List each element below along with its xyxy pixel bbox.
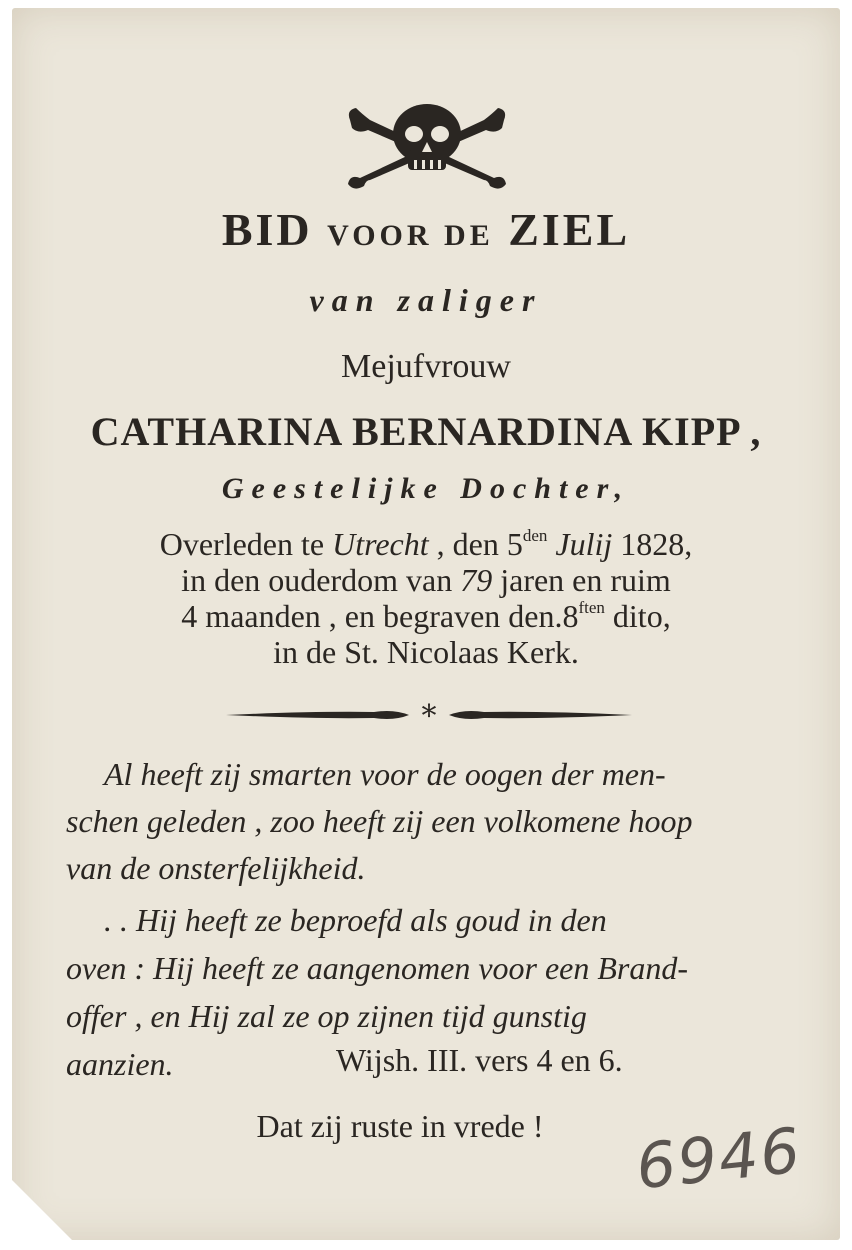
torn-corner <box>12 1180 72 1240</box>
vocation: Geestelijke Dochter, <box>221 472 631 505</box>
van-zaliger: van zaliger <box>309 282 543 318</box>
closing-line: Dat zij ruste in vrede ! <box>256 1108 544 1144</box>
heading <box>0 203 852 256</box>
verse2-line-1: . . Hij heeft ze beproefd als goud in den <box>104 902 607 938</box>
place: Utrecht <box>332 526 429 562</box>
month: Julij <box>547 526 613 562</box>
superscript: ften <box>578 598 605 617</box>
text: jaren en ruim <box>492 562 671 598</box>
verse1-line-3: van de onsterfelijkheid. <box>66 850 366 886</box>
text: , den 5 <box>428 526 523 562</box>
text: dito, <box>604 598 671 634</box>
heading-ziel: ZIEL <box>508 204 631 255</box>
heading-bid: BID <box>221 204 313 255</box>
skull-and-crossbones-icon <box>344 100 510 192</box>
verse2-line-2: oven : Hij heeft ze aangenomen voor een Brand- <box>66 950 689 986</box>
asterisk-icon: * <box>421 700 437 730</box>
handwritten-number: 6946 <box>632 1113 806 1204</box>
obituary-line-3 <box>0 598 852 635</box>
title-word: Mejufvrouw <box>341 348 511 385</box>
verse1-line-1: Al heeft zij smarten voor de oogen der men- <box>104 756 666 792</box>
verse2-line-3: offer , en Hij zal ze op zijnen tijd gunstig <box>66 998 587 1034</box>
obituary-line-2 <box>0 562 852 599</box>
text: 4 maanden , en begraven den.8 <box>181 598 579 634</box>
text: 1828, <box>612 526 693 562</box>
deceased-name: CATHARINA BERNARDINA KIPP , <box>90 409 762 454</box>
text: in den ouderdom van <box>181 562 461 598</box>
heading-voor-de: VOOR DE <box>327 219 494 252</box>
obituary-line-4: in de St. Nicolaas Kerk. <box>273 634 579 670</box>
age: 79 <box>460 562 493 598</box>
verse1-line-2: schen geleden , zoo heeft zij een volkomene hoop <box>66 803 693 839</box>
citation: Wijsh. III. vers 4 en 6. <box>336 1042 623 1078</box>
superscript: den <box>522 526 548 545</box>
text: Overleden te <box>159 526 333 562</box>
ornament-divider <box>224 700 634 730</box>
verse2-line-4: aanzien. <box>66 1046 174 1082</box>
obituary-line-1 <box>0 526 852 563</box>
